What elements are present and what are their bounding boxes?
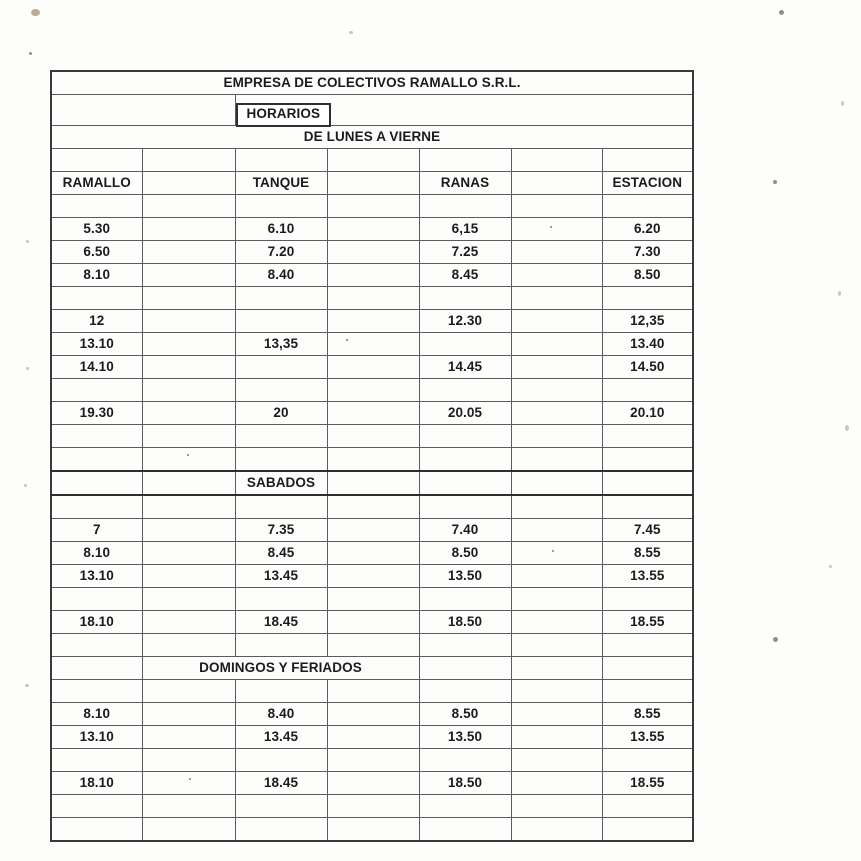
- cell-ranas: 20.05: [419, 402, 511, 425]
- cell-blank: [511, 726, 602, 749]
- cell-blank: [511, 657, 602, 680]
- weekday-heading-row: [51, 126, 693, 149]
- cell-blank: [419, 425, 511, 448]
- cell-blank: [142, 519, 235, 542]
- spacer-row: [51, 749, 693, 772]
- cell-estacion: 8.55: [602, 703, 693, 726]
- cell-ramallo: 8.10: [51, 264, 142, 287]
- cell-blank: [602, 471, 693, 495]
- scan-speck: [773, 637, 778, 642]
- cell-blank: [142, 218, 235, 241]
- table-row: [51, 542, 693, 565]
- cell-blank: [235, 495, 327, 519]
- cell-ramallo: 18.10: [51, 611, 142, 634]
- header-row: [51, 172, 693, 195]
- cell-blank: [511, 588, 602, 611]
- scan-speck: [29, 52, 32, 55]
- cell-blank: [511, 471, 602, 495]
- cell-blank: [327, 195, 419, 218]
- cell-blank: [51, 448, 142, 472]
- cell-blank: [511, 772, 602, 795]
- cell-blank: [327, 149, 419, 172]
- cell-estacion: 18.55: [602, 611, 693, 634]
- cell-blank: [327, 565, 419, 588]
- cell-tanque: 18.45: [235, 772, 327, 795]
- cell-blank: [511, 495, 602, 519]
- sunday-section-label: DOMINGOS Y FERIADOS: [142, 657, 419, 680]
- cell-blank: [51, 195, 142, 218]
- cell-blank: [142, 634, 235, 657]
- cell-blank: [327, 379, 419, 402]
- cell-blank: [51, 425, 142, 448]
- cell-estacion: 7.45: [602, 519, 693, 542]
- cell-blank: [327, 448, 419, 472]
- cell-blank: [419, 471, 511, 495]
- cell-blank: [142, 241, 235, 264]
- cell-blank: [602, 818, 693, 842]
- cell-blank: [142, 542, 235, 565]
- table-row: [51, 218, 693, 241]
- cell-ranas: 12.30: [419, 310, 511, 333]
- cell-blank: [327, 703, 419, 726]
- cell-ramallo: 13.10: [51, 565, 142, 588]
- cell-blank: [51, 795, 142, 818]
- cell-ramallo: 13.10: [51, 333, 142, 356]
- cell-estacion: 8.50: [602, 264, 693, 287]
- cell-blank: [142, 425, 235, 448]
- cell-blank: [327, 749, 419, 772]
- cell-blank: [142, 448, 235, 472]
- spacer-row: [51, 425, 693, 448]
- cell-blank: [602, 588, 693, 611]
- cell-tanque: 13.45: [235, 726, 327, 749]
- cell-blank: [235, 634, 327, 657]
- cell-blank: [511, 542, 602, 565]
- cell-blank: [511, 402, 602, 425]
- cell-estacion: 14.50: [602, 356, 693, 379]
- spacer-row: [51, 795, 693, 818]
- spacer-row: [51, 195, 693, 218]
- cell-blank: [51, 680, 142, 703]
- cell-blank: [142, 310, 235, 333]
- scan-speck: [845, 425, 849, 431]
- cell-blank: [235, 749, 327, 772]
- spacer-row: [51, 680, 693, 703]
- cell-blank: [142, 356, 235, 379]
- cell-blank: [511, 379, 602, 402]
- title-row: [51, 71, 693, 95]
- cell-tanque: [235, 356, 327, 379]
- cell-blank: [419, 634, 511, 657]
- cell-blank: [142, 287, 235, 310]
- cell-blank: [51, 379, 142, 402]
- cell-blank: [327, 726, 419, 749]
- cell-tanque: 7.35: [235, 519, 327, 542]
- bus-timetable: [50, 70, 694, 842]
- cell-ramallo: 5.30: [51, 218, 142, 241]
- cell-tanque: 20: [235, 402, 327, 425]
- cell-blank: [327, 172, 419, 195]
- cell-blank: [511, 333, 602, 356]
- cell-blank: [327, 241, 419, 264]
- scan-speck: [26, 240, 29, 243]
- cell-tanque: 7.20: [235, 241, 327, 264]
- cell-tanque: 18.45: [235, 611, 327, 634]
- cell-blank: [142, 726, 235, 749]
- cell-blank: [327, 471, 419, 495]
- cell-blank: [511, 565, 602, 588]
- column-header-ranas: RANAS: [419, 172, 511, 195]
- table-row: [51, 333, 693, 356]
- cell-blank: [235, 588, 327, 611]
- cell-blank: [327, 264, 419, 287]
- scan-speck: [829, 565, 832, 568]
- cell-estacion: 6.20: [602, 218, 693, 241]
- cell-ramallo: 14.10: [51, 356, 142, 379]
- cell-ranas: 18.50: [419, 611, 511, 634]
- cell-blank: [235, 818, 327, 842]
- saturday-section-label: SABADOS: [235, 471, 327, 495]
- cell-blank: [602, 680, 693, 703]
- cell-blank: [142, 471, 235, 495]
- cell-blank: [235, 149, 327, 172]
- cell-blank: [327, 333, 419, 356]
- table-row: [51, 264, 693, 287]
- cell-blank: [142, 565, 235, 588]
- cell-blank: [235, 287, 327, 310]
- table-row: [51, 310, 693, 333]
- cell-ranas: 13.50: [419, 726, 511, 749]
- cell-blank: [327, 772, 419, 795]
- cell-blank: [327, 425, 419, 448]
- cell-blank: [511, 611, 602, 634]
- cell-blank: [51, 634, 142, 657]
- cell-blank: [511, 448, 602, 472]
- cell-blank: [419, 588, 511, 611]
- cell-ranas: 8.50: [419, 703, 511, 726]
- cell-blank: [142, 379, 235, 402]
- cell-blank: [602, 195, 693, 218]
- cell-estacion: 20.10: [602, 402, 693, 425]
- cell-blank: [142, 749, 235, 772]
- weekday-section-label: DE LUNES A VIERNE: [51, 126, 693, 149]
- table-row: [51, 703, 693, 726]
- cell-blank: [602, 749, 693, 772]
- cell-blank: [142, 172, 235, 195]
- spacer-row: [51, 149, 693, 172]
- cell-estacion: 13.55: [602, 565, 693, 588]
- sunday-heading-row: [51, 657, 693, 680]
- cell-blank: [142, 818, 235, 842]
- cell-blank: [142, 772, 235, 795]
- cell-blank: [511, 425, 602, 448]
- cell-estacion: 18.55: [602, 772, 693, 795]
- cell-blank: [602, 425, 693, 448]
- cell-blank: [602, 379, 693, 402]
- cell-blank: [602, 795, 693, 818]
- company-name: EMPRESA DE COLECTIVOS RAMALLO S.R.L.: [51, 71, 693, 95]
- cell-ranas: 13.50: [419, 565, 511, 588]
- horarios-cell: [235, 95, 693, 126]
- cell-blank: [142, 402, 235, 425]
- cell-tanque: 13.45: [235, 565, 327, 588]
- cell-blank: [142, 495, 235, 519]
- table-row: [51, 726, 693, 749]
- saturday-heading-row: [51, 471, 693, 495]
- cell-tanque: [235, 310, 327, 333]
- cell-blank: [327, 634, 419, 657]
- spacer-row: [51, 287, 693, 310]
- scan-speck: [838, 291, 841, 296]
- spacer-row: [51, 379, 693, 402]
- cell-blank: [142, 264, 235, 287]
- cell-blank: [511, 818, 602, 842]
- spacer-row: [51, 495, 693, 519]
- cell-blank: [602, 287, 693, 310]
- cell-ranas: 14.45: [419, 356, 511, 379]
- spacer-row: [51, 634, 693, 657]
- spacer-row: [51, 818, 693, 842]
- cell-blank: [142, 611, 235, 634]
- cell-blank: [235, 379, 327, 402]
- cell-blank: [327, 818, 419, 842]
- cell-ramallo: 13.10: [51, 726, 142, 749]
- cell-blank: [142, 588, 235, 611]
- column-header-estacion: ESTACION: [602, 172, 693, 195]
- cell-blank: [327, 218, 419, 241]
- cell-estacion: 8.55: [602, 542, 693, 565]
- scan-speck: [773, 180, 777, 184]
- cell-blank: [419, 495, 511, 519]
- cell-ramallo: 6.50: [51, 241, 142, 264]
- cell-blank: [235, 448, 327, 472]
- cell-blank: [511, 634, 602, 657]
- cell-blank: [142, 333, 235, 356]
- scan-speck: [26, 367, 29, 370]
- table-row: [51, 565, 693, 588]
- cell-blank: [327, 611, 419, 634]
- cell-blank: [511, 703, 602, 726]
- cell-blank: [419, 287, 511, 310]
- cell-blank: [51, 287, 142, 310]
- cell-ranas: 7.40: [419, 519, 511, 542]
- cell-blank: [511, 241, 602, 264]
- cell-blank: [511, 218, 602, 241]
- cell-blank: [419, 657, 511, 680]
- scan-speck: [349, 31, 353, 34]
- cell-ranas: 7.25: [419, 241, 511, 264]
- cell-blank: [142, 195, 235, 218]
- cell-blank: [602, 448, 693, 472]
- cell-blank: [419, 448, 511, 472]
- cell-blank: [235, 680, 327, 703]
- cell-estacion: 12,35: [602, 310, 693, 333]
- cell-blank: [327, 519, 419, 542]
- cell-blank: [511, 149, 602, 172]
- cell-blank: [327, 680, 419, 703]
- cell-tanque: 6.10: [235, 218, 327, 241]
- cell-blank: [511, 172, 602, 195]
- cell-ramallo: 7: [51, 519, 142, 542]
- cell-blank: [235, 795, 327, 818]
- cell-blank: [419, 149, 511, 172]
- cell-blank: [419, 195, 511, 218]
- cell-blank: [51, 818, 142, 842]
- cell-tanque: 13,35: [235, 333, 327, 356]
- cell-blank: [235, 425, 327, 448]
- cell-ranas: [419, 333, 511, 356]
- scan-speck: [24, 484, 27, 487]
- table-row: [51, 356, 693, 379]
- table-row: [51, 519, 693, 542]
- cell-blank: [602, 149, 693, 172]
- cell-estacion: 13.55: [602, 726, 693, 749]
- scan-speck: [841, 101, 844, 106]
- table-row: [51, 611, 693, 634]
- cell-ramallo: 12: [51, 310, 142, 333]
- spacer-row: [51, 588, 693, 611]
- cell-tanque: 8.45: [235, 542, 327, 565]
- cell-blank: [602, 495, 693, 519]
- column-header-ramallo: RAMALLO: [51, 172, 142, 195]
- cell-blank: [51, 471, 142, 495]
- horarios-label: HORARIOS: [236, 103, 332, 126]
- cell-tanque: 8.40: [235, 264, 327, 287]
- cell-blank: [419, 680, 511, 703]
- cell-blank: [235, 195, 327, 218]
- cell-blank: [51, 495, 142, 519]
- table-row: [51, 241, 693, 264]
- cell-blank: [51, 149, 142, 172]
- cell-blank: [327, 542, 419, 565]
- cell-blank: [511, 287, 602, 310]
- cell-blank: [327, 495, 419, 519]
- cell-blank: [511, 356, 602, 379]
- timetable-sheet: [50, 70, 692, 828]
- cell-ramallo: 18.10: [51, 772, 142, 795]
- table-row: [51, 402, 693, 425]
- cell-blank: [327, 795, 419, 818]
- scan-speck: [25, 684, 29, 687]
- cell-blank: [511, 310, 602, 333]
- cell-blank: [51, 657, 142, 680]
- cell-blank: [511, 749, 602, 772]
- cell-blank: [511, 795, 602, 818]
- cell-blank: [142, 680, 235, 703]
- cell-blank: [419, 818, 511, 842]
- cell-blank: [602, 634, 693, 657]
- cell-blank: [327, 402, 419, 425]
- cell-blank: [51, 749, 142, 772]
- cell-ranas: 6,15: [419, 218, 511, 241]
- horarios-blank-left: [51, 95, 235, 126]
- cell-blank: [142, 703, 235, 726]
- cell-ramallo: 19.30: [51, 402, 142, 425]
- cell-blank: [142, 149, 235, 172]
- scan-speck: [31, 9, 40, 16]
- cell-blank: [511, 519, 602, 542]
- cell-blank: [51, 588, 142, 611]
- column-header-tanque: TANQUE: [235, 172, 327, 195]
- cell-blank: [419, 795, 511, 818]
- cell-blank: [419, 749, 511, 772]
- table-row: [51, 772, 693, 795]
- cell-blank: [327, 356, 419, 379]
- scan-speck: [779, 10, 784, 15]
- cell-ramallo: 8.10: [51, 542, 142, 565]
- cell-blank: [419, 379, 511, 402]
- cell-ramallo: 8.10: [51, 703, 142, 726]
- horarios-row: [51, 95, 693, 126]
- cell-estacion: 7.30: [602, 241, 693, 264]
- cell-ranas: 8.45: [419, 264, 511, 287]
- cell-blank: [511, 264, 602, 287]
- cell-blank: [327, 310, 419, 333]
- spacer-row: [51, 448, 693, 472]
- cell-blank: [327, 287, 419, 310]
- cell-blank: [511, 195, 602, 218]
- cell-ranas: 18.50: [419, 772, 511, 795]
- cell-ranas: 8.50: [419, 542, 511, 565]
- cell-blank: [511, 680, 602, 703]
- cell-estacion: 13.40: [602, 333, 693, 356]
- cell-tanque: 8.40: [235, 703, 327, 726]
- cell-blank: [602, 657, 693, 680]
- cell-blank: [142, 795, 235, 818]
- cell-blank: [327, 588, 419, 611]
